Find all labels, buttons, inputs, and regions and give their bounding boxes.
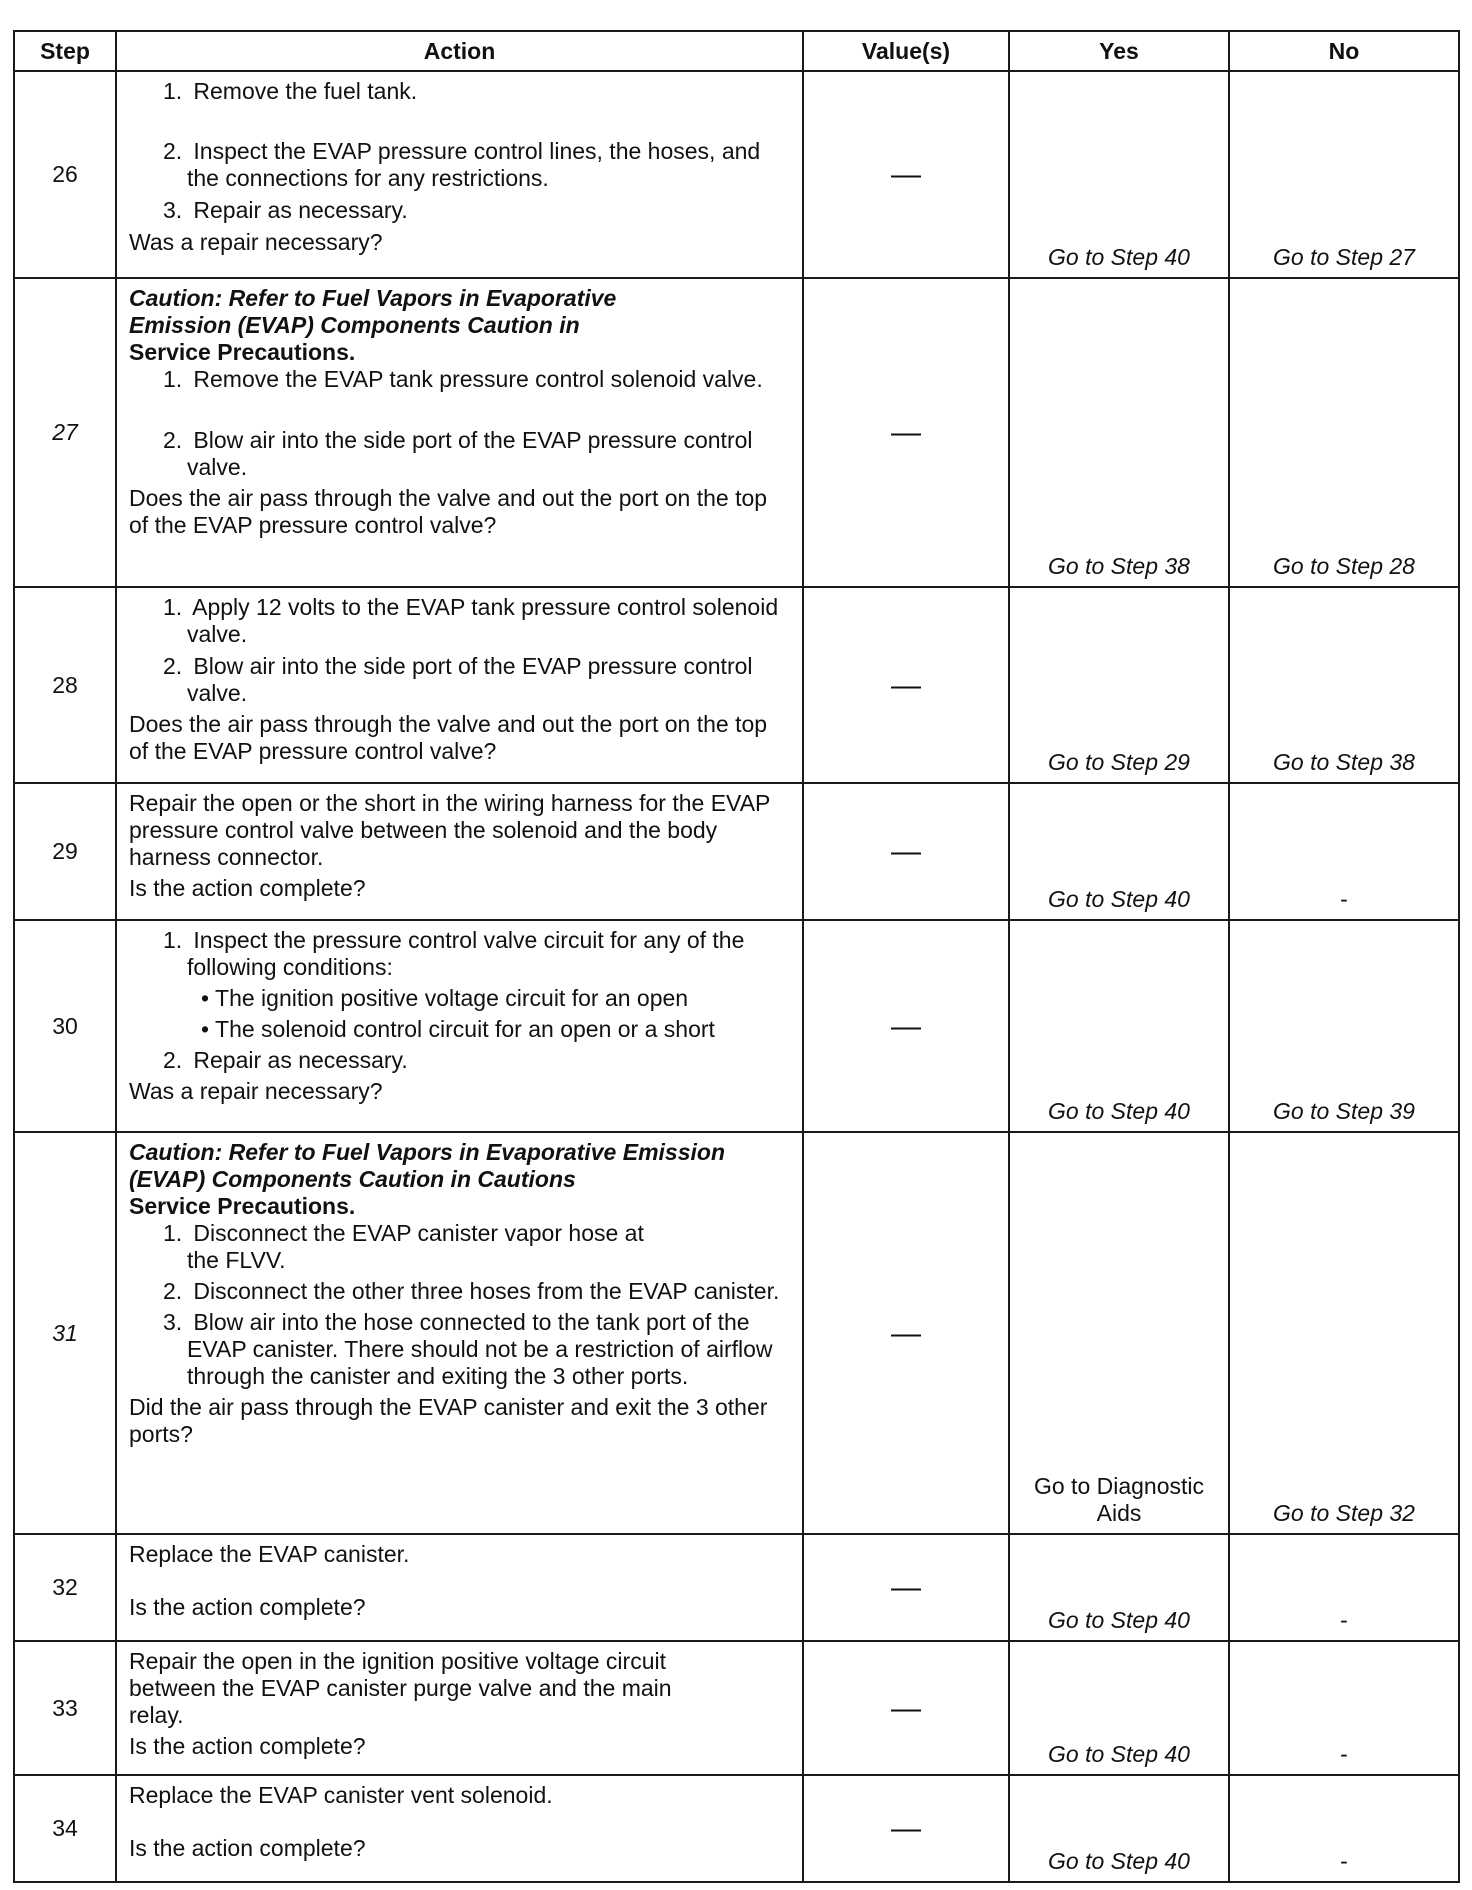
header-yes: Yes	[1009, 31, 1229, 71]
header-no: No	[1229, 31, 1459, 71]
question-line: Is the action complete?	[129, 1594, 366, 1620]
service-precautions-label: Service Precautions.	[129, 339, 356, 365]
action-cell	[116, 920, 803, 1132]
question-line: Was a repair necessary?	[129, 229, 383, 255]
table-row	[14, 278, 1459, 587]
yes-cell: Go to Step 40	[1009, 783, 1229, 920]
action-line: 3. Repair as necessary.	[163, 197, 408, 223]
no-cell: Go to Step 38	[1229, 587, 1459, 783]
step-number: 28	[14, 587, 116, 783]
step-number: 32	[14, 1534, 116, 1641]
header-action: Action	[116, 31, 803, 71]
question-line: Is the action complete?	[129, 1835, 366, 1861]
no-cell: Go to Step 32	[1229, 1132, 1459, 1534]
step-number: 33	[14, 1641, 116, 1775]
value-cell: —	[803, 71, 1009, 278]
table-row	[14, 1775, 1459, 1882]
action-line: 1. Remove the EVAP tank pressure control solenoid valve.	[163, 366, 763, 392]
value-cell: —	[803, 1775, 1009, 1882]
yes-cell: Go to Step 40	[1009, 1534, 1229, 1641]
action-line: Replace the EVAP canister.	[129, 1541, 410, 1567]
yes-cell: Go to Step 40	[1009, 920, 1229, 1132]
caution-note: Caution: Refer to Fuel Vapors in Evaporative Emission (EVAP) Components Caution in Cautions	[129, 1139, 725, 1192]
yes-cell	[1009, 1132, 1229, 1534]
no-cell: -	[1229, 1775, 1459, 1882]
header-step: Step	[14, 31, 116, 71]
action-cell	[116, 1641, 803, 1775]
action-line: 2. Blow air into the side port of the EVAP pressure control valve.	[163, 427, 753, 480]
bullet-line: • The solenoid control circuit for an open or a short	[201, 1016, 715, 1042]
step-number: 29	[14, 783, 116, 920]
table-row	[14, 71, 1459, 278]
action-line: 3. Blow air into the hose connected to the tank port of the EVAP canister. There should not be a restriction of airflow through the canister and exiting the 3 other ports.	[163, 1309, 773, 1389]
action-line: 1. Disconnect the EVAP canister vapor hose at the FLVV.	[163, 1220, 644, 1273]
step-number: 27	[14, 278, 116, 587]
no-cell: -	[1229, 1641, 1459, 1775]
action-cell	[116, 1775, 803, 1882]
action-line: 1. Inspect the pressure control valve circuit for any of the following conditions:	[163, 927, 745, 980]
step-number: 26	[14, 71, 116, 278]
value-cell: —	[803, 1641, 1009, 1775]
value-cell: —	[803, 920, 1009, 1132]
action-line: Repair the open in the ignition positive voltage circuit between the EVAP canister purge valve and the main relay.	[129, 1648, 672, 1728]
yes-cell-text: Go to Diagnostic Aids	[1033, 1473, 1205, 1526]
service-precautions-label: Service Precautions.	[129, 1193, 356, 1219]
yes-cell: Go to Step 40	[1009, 71, 1229, 278]
table-row	[14, 587, 1459, 783]
question-line: Did the air pass through the EVAP canister and exit the 3 other ports?	[129, 1394, 768, 1447]
no-cell: Go to Step 39	[1229, 920, 1459, 1132]
table-row	[14, 920, 1459, 1132]
yes-cell: Go to Step 40	[1009, 1641, 1229, 1775]
no-cell: Go to Step 28	[1229, 278, 1459, 587]
value-cell: —	[803, 1132, 1009, 1534]
table-header-row	[14, 31, 1459, 71]
action-line: 2. Disconnect the other three hoses from the EVAP canister.	[163, 1278, 780, 1304]
value-cell: —	[803, 783, 1009, 920]
yes-cell: Go to Step 40	[1009, 1775, 1229, 1882]
question-line: Is the action complete?	[129, 875, 366, 901]
question-line: Does the air pass through the valve and out the port on the top of the EVAP pressure control valve?	[129, 711, 768, 764]
table-row	[14, 1132, 1459, 1534]
action-line: 2. Blow air into the side port of the EVAP pressure control valve.	[163, 653, 753, 706]
table-row	[14, 783, 1459, 920]
table-row	[14, 1641, 1459, 1775]
no-cell: -	[1229, 783, 1459, 920]
question-line: Does the air pass through the valve and out the port on the top of the EVAP pressure control valve?	[129, 485, 768, 538]
value-cell: —	[803, 587, 1009, 783]
no-cell: -	[1229, 1534, 1459, 1641]
table-row	[14, 1534, 1459, 1641]
diagnostic-table-page	[13, 30, 1460, 1883]
yes-cell: Go to Step 29	[1009, 587, 1229, 783]
action-line: 1. Apply 12 volts to the EVAP tank pressure control solenoid valve.	[163, 594, 779, 647]
action-line: Replace the EVAP canister vent solenoid.	[129, 1782, 553, 1808]
action-line: 2. Repair as necessary.	[163, 1047, 408, 1073]
action-cell	[116, 1534, 803, 1641]
action-cell	[116, 278, 803, 587]
question-line: Was a repair necessary?	[129, 1078, 383, 1104]
action-cell	[116, 1132, 803, 1534]
diagnostic-steps-table	[13, 30, 1460, 1883]
no-cell: Go to Step 27	[1229, 71, 1459, 278]
bullet-line: • The ignition positive voltage circuit for an open	[201, 985, 689, 1011]
value-cell: —	[803, 1534, 1009, 1641]
action-cell	[116, 587, 803, 783]
yes-cell: Go to Step 38	[1009, 278, 1229, 587]
action-cell	[116, 783, 803, 920]
step-number: 31	[14, 1132, 116, 1534]
caution-note: Caution: Refer to Fuel Vapors in Evaporative Emission (EVAP) Components Caution in	[129, 285, 617, 338]
action-line: Repair the open or the short in the wiring harness for the EVAP pressure control valve between the solenoid and the body harness connector.	[129, 790, 770, 870]
question-line: Is the action complete?	[129, 1733, 366, 1759]
header-values: Value(s)	[803, 31, 1009, 71]
step-number: 30	[14, 920, 116, 1132]
action-cell	[116, 71, 803, 278]
step-number: 34	[14, 1775, 116, 1882]
action-line: 2. Inspect the EVAP pressure control lines, the hoses, and the connections for any restrictions.	[163, 138, 761, 191]
value-cell: —	[803, 278, 1009, 587]
action-line: 1. Remove the fuel tank.	[163, 78, 418, 104]
